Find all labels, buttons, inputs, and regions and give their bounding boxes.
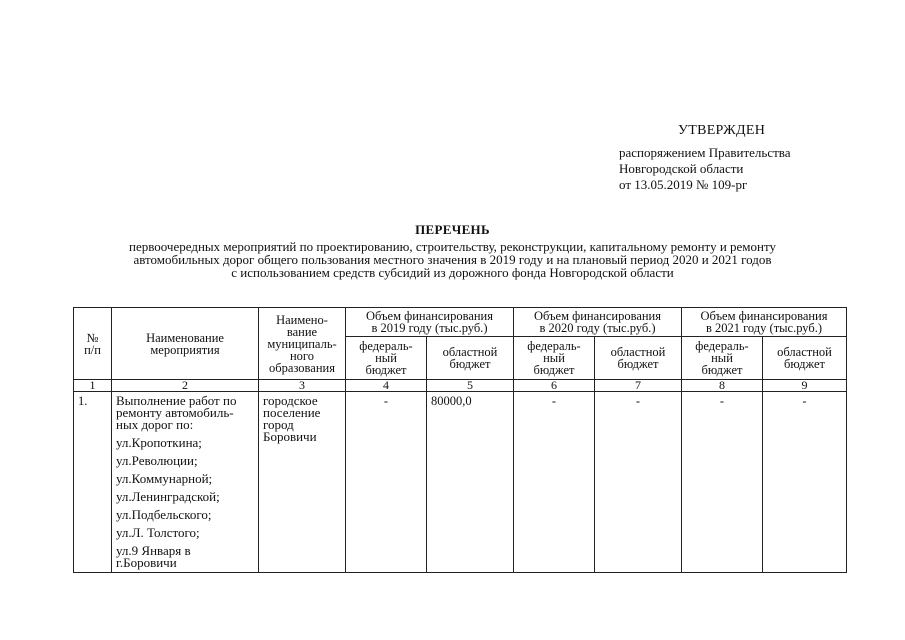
column-number: 1: [74, 380, 112, 392]
header-text: мероприятия: [150, 342, 220, 357]
column-number: 4: [346, 380, 427, 392]
value-regional-2020: -: [595, 392, 682, 573]
header-text: федераль-: [695, 339, 749, 353]
street-item: ул.Ленинградской;: [116, 489, 220, 504]
header-text: областной: [442, 345, 498, 359]
header-num: [74, 308, 112, 380]
header-text: бюджет: [617, 357, 659, 371]
header-text: ный: [375, 351, 397, 365]
activity-text: ных дорог по:: [116, 417, 194, 432]
header-text: областной: [610, 345, 666, 359]
header-row: [74, 308, 847, 337]
header-text: №: [86, 330, 99, 345]
header-year-2021: [682, 308, 847, 337]
header-text: Объем финансирования: [534, 309, 661, 323]
header-text: образования: [269, 360, 335, 375]
street-item: ул.Подбельского;: [116, 507, 212, 522]
header-text: федераль-: [527, 339, 581, 353]
document-subtitle: [60, 240, 845, 279]
header-text: бюджет: [533, 363, 575, 377]
value-federal-2019: -: [346, 392, 427, 573]
header-text: федераль-: [359, 339, 413, 353]
header-federal-2019: [346, 337, 427, 380]
value-federal-2020: -: [514, 392, 595, 573]
value-regional-2019: 80000,0: [427, 392, 514, 573]
approval-line: от 13.05.2019 № 109-рг: [619, 177, 748, 192]
street-item: ул.Коммунарной;: [116, 471, 213, 486]
municipality-text: город: [263, 417, 294, 432]
approval-line: Новгородской области: [619, 161, 744, 176]
street-item: ул.Л. Толстого;: [116, 525, 200, 540]
municipality-name: [259, 392, 346, 573]
municipality-text: поселение: [263, 405, 321, 420]
header-text: в 2021 году (тыс.руб.): [705, 321, 823, 335]
street-item: ул.9 Января в: [116, 543, 191, 558]
column-number: 8: [682, 380, 763, 392]
header-text: бюджет: [449, 357, 491, 371]
activities-table: [73, 307, 847, 573]
header-text: Объем финансирования: [366, 309, 493, 323]
header-text: бюджет: [784, 357, 825, 371]
approval-title: УТВЕРЖДЕН: [678, 123, 766, 138]
header-text: в 2020 году (тыс.руб.): [539, 321, 656, 335]
subtitle-line: первоочередных мероприятий по проектированию, строительству, реконструкции, капитальному ремонту и ремонту: [128, 239, 776, 254]
subtitle-line: автомобильных дорог общего пользования местного значения в 2019 году и на плановый период 2020 и 2021 годов: [133, 252, 772, 267]
header-municipality: [259, 308, 346, 380]
header-activity: [112, 308, 259, 380]
header-text: ного: [289, 348, 314, 363]
header-text: ный: [543, 351, 565, 365]
header-text: муниципаль-: [267, 336, 337, 351]
header-federal-2020: [514, 337, 595, 380]
header-text: Объем финансирования: [700, 309, 828, 323]
header-text: бюджет: [365, 363, 407, 377]
value-regional-2021: -: [763, 392, 847, 573]
column-number: 6: [514, 380, 595, 392]
header-text: областной: [777, 345, 832, 359]
header-text: в 2019 году (тыс.руб.): [371, 321, 488, 335]
column-number: 7: [595, 380, 682, 392]
activity-text: Выполнение работ по: [116, 393, 237, 408]
municipality-text: городское: [263, 393, 318, 408]
municipality-text: Боровичи: [263, 429, 317, 444]
street-item: ул.Революции;: [116, 453, 198, 468]
row-number: 1.: [74, 392, 112, 573]
table-row: [74, 392, 847, 573]
header-text: бюджет: [701, 363, 743, 377]
column-number: 2: [112, 380, 259, 392]
approval-details: [619, 145, 791, 193]
header-year-2019: [346, 308, 514, 337]
activity-name: [112, 392, 259, 573]
column-number: 9: [763, 380, 847, 392]
street-item: ул.Кропоткина;: [116, 435, 202, 450]
header-text: вание: [286, 324, 318, 339]
header-regional-2021: [763, 337, 847, 380]
header-text: п/п: [84, 342, 101, 357]
header-text: ный: [711, 351, 733, 365]
header-regional-2020: [595, 337, 682, 380]
column-number-row: [74, 380, 847, 392]
header-regional-2019: [427, 337, 514, 380]
activity-text: ремонту автомобиль-: [116, 405, 234, 420]
header-federal-2021: [682, 337, 763, 380]
document-title: ПЕРЕЧЕНЬ: [415, 222, 490, 237]
column-number: 5: [427, 380, 514, 392]
header-text: Наимено-: [276, 312, 328, 327]
header-year-2020: [514, 308, 682, 337]
header-text: Наименование: [146, 330, 224, 345]
approval-line: распоряжением Правительства: [619, 145, 791, 160]
value-federal-2021: -: [682, 392, 763, 573]
street-item: г.Боровичи: [116, 555, 177, 570]
subtitle-line: с использованием средств субсидий из дорожного фонда Новгородской области: [231, 265, 674, 280]
column-number: 3: [259, 380, 346, 392]
